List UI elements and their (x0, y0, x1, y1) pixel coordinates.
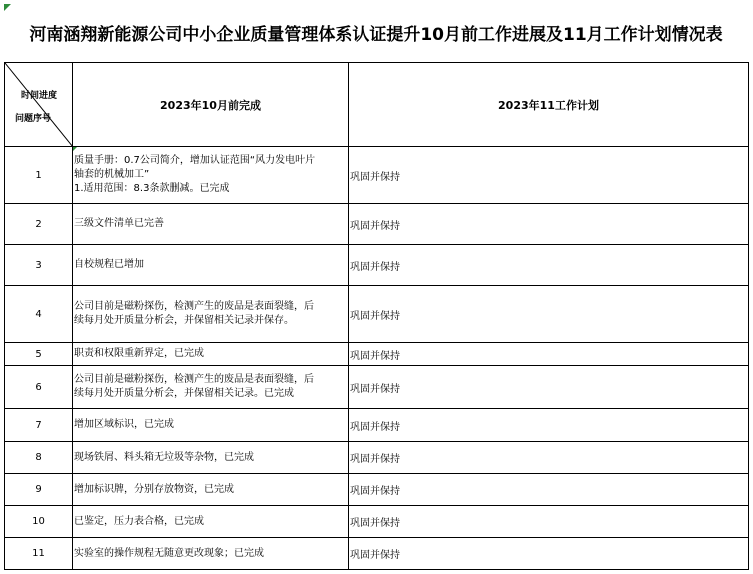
november-plan-cell[interactable]: 巩固并保持 (349, 147, 749, 204)
row-number-cell[interactable]: 8 (5, 442, 73, 474)
completed-work-line: 质量手册：0.7公司简介，增加认证范围“风力发电叶片 (74, 155, 316, 166)
november-plan-cell[interactable]: 巩固并保持 (349, 506, 749, 538)
corner-header-cell[interactable] (5, 63, 73, 147)
row-number-cell[interactable]: 3 (5, 245, 73, 286)
completed-work-text (74, 217, 346, 231)
row-number-cell[interactable]: 5 (5, 343, 73, 366)
completed-work-line: 实验室的操作规程无随意更改现象；已完成 (74, 547, 264, 559)
completed-work-text (74, 258, 346, 272)
november-plan-cell[interactable]: 巩固并保持 (349, 286, 749, 343)
completed-work-cell[interactable] (73, 343, 349, 366)
completed-work-line: 自校规程已增加 (74, 259, 144, 270)
completed-work-line: 公司目前是磁粉探伤，检测产生的废品是表面裂缝，后 (74, 301, 314, 312)
completed-work-cell[interactable] (73, 474, 349, 506)
table-row (5, 343, 749, 366)
table-row (5, 538, 749, 570)
november-plan-cell[interactable]: 巩固并保持 (349, 343, 749, 366)
completed-work-line: 职责和权限重新界定，已完成 (74, 348, 204, 359)
diagonal-divider (5, 63, 73, 147)
row-number-cell[interactable]: 11 (5, 538, 73, 570)
completed-work-line: 现场铁屑、料头箱无垃圾等杂物，已完成 (74, 451, 254, 463)
completed-work-cell[interactable] (73, 506, 349, 538)
november-plan-cell[interactable]: 巩固并保持 (349, 204, 749, 245)
table-row (5, 506, 749, 538)
completed-work-line: 1.适用范围：8.3条款删减。已完成 (74, 183, 230, 194)
november-plan-cell[interactable]: 巩固并保持 (349, 442, 749, 474)
table-row (5, 147, 749, 204)
table-row (5, 474, 749, 506)
completed-work-cell[interactable] (73, 204, 349, 245)
completed-work-cell[interactable] (73, 366, 349, 409)
sheet-title[interactable]: 河南涵翔新能源公司中小企业质量管理体系认证提升10月前工作进展及11月工作计划情况表 (29, 24, 723, 45)
november-plan-cell[interactable]: 巩固并保持 (349, 366, 749, 409)
completed-work-text (74, 451, 346, 465)
row-number-cell[interactable]: 4 (5, 286, 73, 343)
completed-work-text (74, 515, 346, 529)
table-row (5, 245, 749, 286)
table-row (5, 366, 749, 409)
row-number-cell[interactable]: 6 (5, 366, 73, 409)
row-number-cell[interactable]: 2 (5, 204, 73, 245)
progress-table (4, 62, 749, 570)
completed-work-cell[interactable] (73, 442, 349, 474)
row-number-cell[interactable]: 1 (5, 147, 73, 204)
completed-work-cell[interactable] (73, 286, 349, 343)
november-plan-cell[interactable]: 巩固并保持 (349, 245, 749, 286)
completed-work-text (74, 483, 346, 497)
corner-label-issue-number: 问题序号 (15, 114, 52, 124)
completed-work-text (74, 373, 346, 401)
completed-work-line: 轴套的机械加工” (74, 169, 150, 180)
header-completed-before-october[interactable]: 2023年10月前完成 (73, 63, 349, 147)
header-november-plan[interactable]: 2023年11工作计划 (349, 63, 749, 147)
november-plan-cell[interactable]: 巩固并保持 (349, 409, 749, 442)
completed-work-line: 续每月处开质量分析会，并保留相关记录。已完成 (74, 388, 294, 399)
corner-label-time-progress: 时间进度 (21, 91, 58, 101)
table-body (5, 147, 749, 570)
table-row (5, 442, 749, 474)
november-plan-cell[interactable]: 巩固并保持 (349, 474, 749, 506)
completed-work-cell[interactable] (73, 538, 349, 570)
completed-work-cell[interactable] (73, 409, 349, 442)
completed-work-text (74, 418, 346, 432)
header-row (5, 63, 749, 147)
completed-work-text (74, 154, 346, 196)
completed-work-line: 已鉴定，压力表合格，已完成 (74, 515, 204, 527)
completed-work-line: 公司目前是磁粉探伤，检测产生的废品是表面裂缝，后 (74, 374, 314, 385)
completed-work-cell[interactable] (73, 245, 349, 286)
row-number-cell[interactable]: 9 (5, 474, 73, 506)
completed-work-text (74, 347, 346, 361)
completed-work-line: 三级文件清单已完善 (74, 218, 164, 229)
completed-work-text (74, 300, 346, 328)
row-number-cell[interactable]: 10 (5, 506, 73, 538)
completed-work-cell[interactable] (73, 147, 349, 204)
table-row (5, 204, 749, 245)
cell-comment-marker (73, 147, 77, 151)
table-row (5, 409, 749, 442)
completed-work-line: 增加区域标识，已完成 (74, 419, 174, 430)
completed-work-line: 续每月处开质量分析会，并保留相关记录并保存。 (74, 315, 294, 326)
completed-work-text (74, 547, 346, 561)
table-row (5, 286, 749, 343)
completed-work-line: 增加标识牌，分别存放物资，已完成 (74, 483, 234, 495)
row-number-cell[interactable]: 7 (5, 409, 73, 442)
november-plan-cell[interactable]: 巩固并保持 (349, 538, 749, 570)
